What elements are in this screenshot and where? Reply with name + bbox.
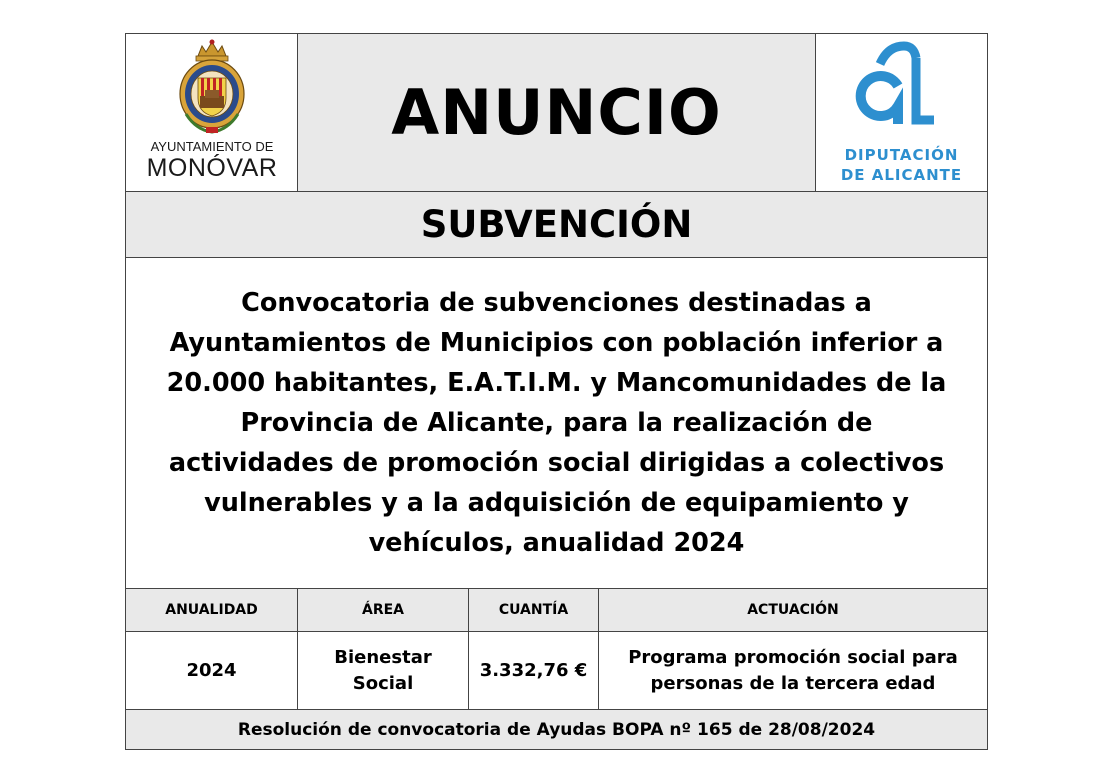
header-cuantia: CUANTÍA bbox=[469, 589, 599, 631]
monovar-coat-of-arms-icon bbox=[126, 34, 298, 139]
header-row bbox=[126, 34, 987, 192]
cell-anualidad: 2024 bbox=[126, 632, 298, 709]
monovar-label: MONÓVAR bbox=[146, 154, 278, 182]
header-anualidad: ANUALIDAD bbox=[126, 589, 298, 631]
ayuntamiento-label: AYUNTAMIENTO DE bbox=[150, 139, 274, 154]
diputacion-al-mark-icon bbox=[816, 34, 987, 134]
ayuntamiento-monovar-logo bbox=[126, 34, 298, 191]
title-cell bbox=[298, 34, 816, 191]
page-title: ANUNCIO bbox=[391, 76, 722, 149]
description-text: Convocatoria de subvenciones destinadas a Ayuntamientos de Municipios con población inferior a 20.000 habitantes, E.A.T.I.M. y Mancomunidades de la Provincia de Alicante, para la realización de actividades de promoción social dirigidas a colectivos vulnerables y a la adquisición de equipamiento y vehículos, anualidad 2024 bbox=[166, 288, 947, 558]
diputacion-label: DIPUTACIÓN bbox=[844, 146, 959, 164]
footer-row bbox=[126, 710, 987, 749]
header-actuacion: ACTUACIÓN bbox=[747, 602, 839, 618]
subtitle-row bbox=[126, 192, 987, 258]
diputacion-alicante-logo bbox=[816, 34, 987, 191]
cell-actuacion-text: Programa promoción social para personas de la tercera edad bbox=[628, 646, 958, 694]
cell-cuantia: 3.332,76 € bbox=[469, 632, 599, 709]
table-header-row bbox=[126, 589, 987, 632]
description-row bbox=[126, 258, 987, 589]
de-alicante-label: DE ALICANTE bbox=[840, 166, 963, 184]
cell-actuacion bbox=[599, 632, 987, 709]
subtitle: SUBVENCIÓN bbox=[420, 203, 693, 246]
announcement-sheet bbox=[125, 33, 988, 750]
cell-area-text: Bienestar Social bbox=[334, 646, 432, 694]
footer-text: Resolución de convocatoria de Ayudas BOPA nº 165 de 28/08/2024 bbox=[237, 719, 876, 740]
table-row bbox=[126, 632, 987, 710]
header-area: ÁREA bbox=[298, 589, 469, 631]
cell-area bbox=[298, 632, 469, 709]
